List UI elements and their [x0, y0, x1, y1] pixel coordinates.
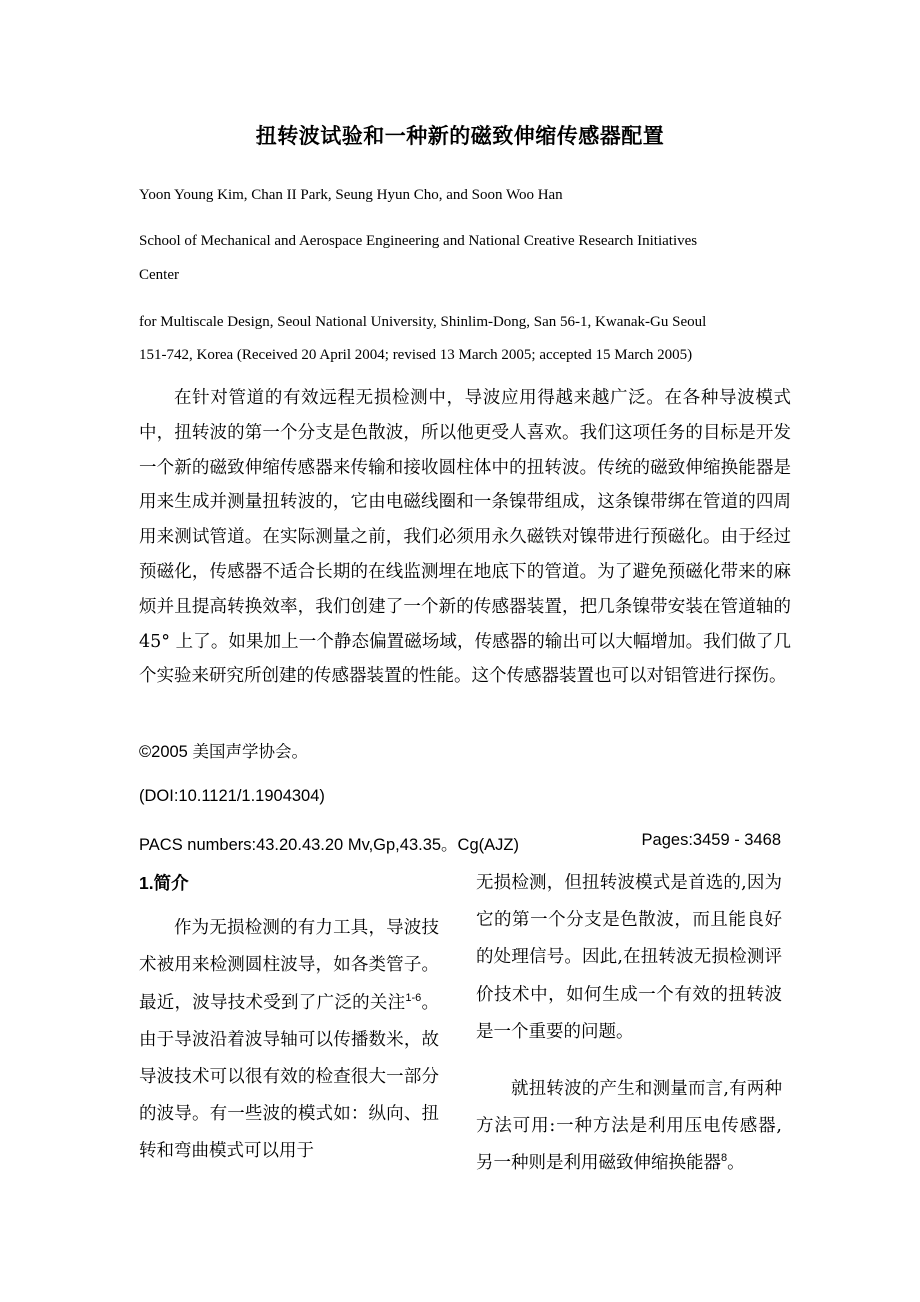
intro-text-a: 作为无损检测的有力工具，导波技术被用来检测圆柱波导，如各类管子。最近，波导技术受到了广泛的关注: [139, 918, 439, 1013]
affiliation-line-2: Center: [139, 267, 179, 283]
citation-superscript-8: 8: [721, 1152, 728, 1165]
intro-text-c: 就扭转波的产生和测量而言,有两种方法可用:一种方法是利用压电传感器,另一种则是利用磁致伸缩换能器: [476, 1079, 782, 1174]
intro-paragraph-left: [139, 910, 439, 1170]
pacs-numbers: PACS numbers:43.20.43.20 Mv,Gp,43.35。Cg(AJZ): [139, 836, 519, 854]
affiliation-line-1: School of Mechanical and Aerospace Engineering and National Creative Research Initiatives: [139, 233, 698, 249]
page-range: Pages:3459 - 3468: [641, 831, 781, 849]
copyright: ©2005 美国声学协会。: [139, 743, 308, 761]
intro-paragraph-right-1: 无损检测，但扭转波模式是首选的,因为它的第一个分支是色散波，而且能良好的处理信号。因此,在扭转波无损检测评价技术中，如何生成一个有效的扭转波是一个重要的问题。: [476, 873, 782, 1042]
doi: (DOI:10.1121/1.1904304): [139, 787, 325, 805]
section-heading: 1.简介: [139, 873, 189, 893]
authors: Yoon Young Kim, Chan II Park, Seung Hyun Cho, and Soon Woo Han: [139, 187, 563, 203]
paper-title: 扭转波试验和一种新的磁致伸缩传感器配置: [255, 124, 665, 148]
intro-text-d: 。: [727, 1153, 745, 1174]
affiliation-line-4: 151-742, Korea (Received 20 April 2004; revised 13 March 2005; accepted 15 March 2005): [139, 347, 693, 363]
right-column: [476, 865, 782, 1183]
intro-paragraph-right-2: [476, 1071, 782, 1183]
citation-superscript: 1-6: [405, 991, 422, 1004]
left-column: [139, 865, 439, 1171]
intro-text-b: 。由于导波沿着波导轴可以传播数米，故导波技术可以很有效的检查很大一部分的波导。有一些波的模式如：纵向、扭转和弯曲模式可以用于: [139, 992, 440, 1162]
abstract: 在针对管道的有效远程无损检测中，导波应用得越来越广泛。在各种导波模式中，扭转波的第一个分支是色散波，所以他更受人喜欢。我们这项任务的目标是开发一个新的磁致伸缩传感器来传输和接收圆柱体中的扭转波。传统的磁致伸缩换能器是用来生成并测量扭转波的，它由电磁线圈和一条镍带组成，这条镍带绑在管道的四周用来测试管道。在实际测量之前，我们必须用永久磁铁对镍带进行预磁化。由于经过预磁化，传感器不适合长期的在线监测埋在地底下的管道。为了避免预磁化带来的麻烦并且提高转换效率，我们创建了一个新的传感器装置，把几条镍带安装在管道轴的 45° 上了。如果加上一个静态偏置磁场域，传感器的输出可以大幅增加。我们做了几个实验来研究所创建的传感器装置的性能。这个传感器装置也可以对铝管进行探伤。: [139, 388, 791, 687]
affiliation-line-3: for Multiscale Design, Seoul National University, Shinlim-Dong, San 56-1, Kwanak-Gu Seoul: [139, 314, 707, 330]
